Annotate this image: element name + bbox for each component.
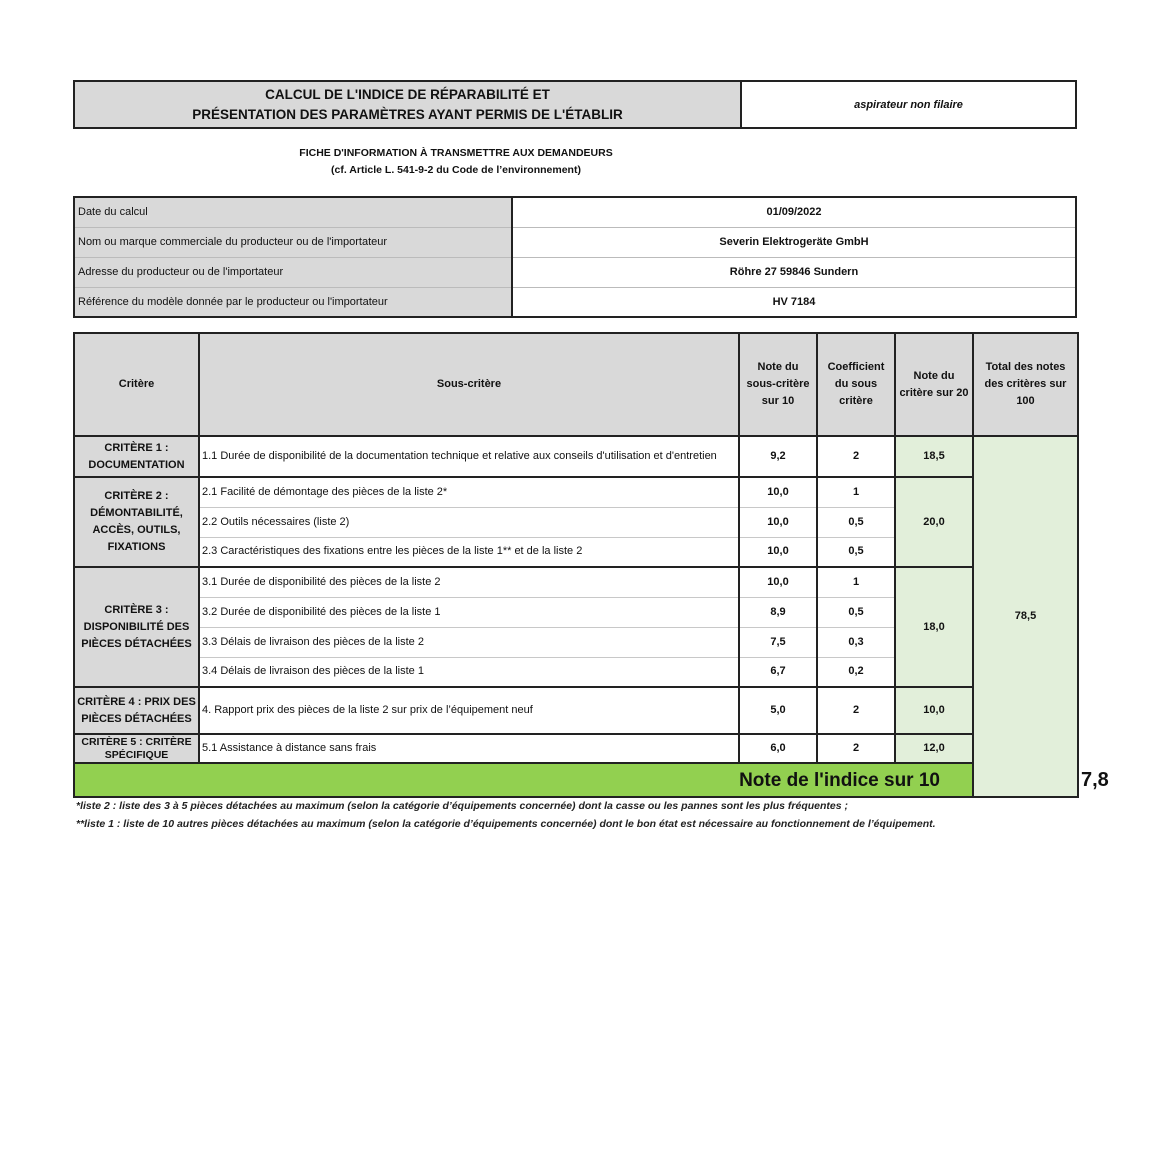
criterion-5-note20: 12,0 (895, 734, 973, 763)
table-header-row (74, 333, 1078, 436)
sub-criterion-coef: 0,5 (817, 507, 895, 537)
info-table (73, 196, 1077, 318)
sub-criterion-coef: 1 (817, 477, 895, 507)
sub-criterion-note: 6,0 (739, 734, 817, 763)
sub-criterion-coef: 2 (817, 734, 895, 763)
sub-criterion-label: 5.1 Assistance à distance sans frais (199, 734, 739, 763)
info-label: Date du calcul (74, 197, 512, 227)
sub-criterion-coef: 0,3 (817, 627, 895, 657)
header-critere: Critère (74, 333, 199, 436)
title-line-2: PRÉSENTATION DES PARAMÈTRES AYANT PERMIS DE L'ÉTABLIR (192, 106, 623, 122)
fiche-line-1: FICHE D'INFORMATION À TRANSMETTRE AUX DEMANDEURS (299, 147, 613, 159)
table-row (74, 687, 1078, 734)
sub-criterion-note: 10,0 (739, 537, 817, 567)
sub-criterion-coef: 2 (817, 436, 895, 477)
sub-criterion-label: 3.3 Délais de livraison des pièces de la liste 2 (199, 627, 739, 657)
page-title (75, 82, 742, 127)
fiche-line-2: (cf. Article L. 541-9-2 du Code de l’environnement) (331, 164, 581, 176)
info-value: Röhre 27 59846 Sundern (512, 257, 1076, 287)
criterion-2-name: CRITÈRE 2 : DÉMONTABILITÉ, ACCÈS, OUTILS, FIXATIONS (74, 477, 199, 567)
header-coef: Coefficient du sous critère (817, 333, 895, 436)
criterion-3-name: CRITÈRE 3 : DISPONIBILITÉ DES PIÈCES DÉTACHÉES (74, 567, 199, 687)
criterion-4-note20: 10,0 (895, 687, 973, 734)
header-block (73, 80, 1077, 129)
info-row (74, 197, 1076, 227)
criteria-table (73, 332, 1109, 798)
sub-criterion-label: 2.1 Facilité de démontage des pièces de la liste 2* (199, 477, 739, 507)
table-row (74, 734, 1078, 763)
final-score-row: Note de l'indice sur 10 7,8 (74, 763, 1078, 797)
sub-criterion-note: 8,9 (739, 597, 817, 627)
sub-criterion-note: 6,7 (739, 657, 817, 687)
info-row (74, 257, 1076, 287)
criterion-4-name: CRITÈRE 4 : PRIX DES PIÈCES DÉTACHÉES (74, 687, 199, 734)
sub-criterion-label: 3.4 Délais de livraison des pièces de la liste 1 (199, 657, 739, 687)
sub-criterion-note: 10,0 (739, 507, 817, 537)
info-label: Nom ou marque commerciale du producteur ou de l'importateur (74, 227, 512, 257)
info-row (74, 287, 1076, 317)
sub-criterion-coef: 0,5 (817, 537, 895, 567)
total-100: 78,5 (973, 436, 1078, 797)
fiche-information (73, 145, 839, 179)
table-row (74, 477, 1078, 507)
sub-criterion-note: 10,0 (739, 567, 817, 597)
footnote-liste-1: **liste 1 : liste de 10 autres pièces détachées au maximum (selon la catégorie d’équipements concernée) dont le bon état est nécessaire au fonctionnement de l’équipement. (76, 818, 936, 830)
table-row (74, 436, 1078, 477)
product-type: aspirateur non filaire (854, 98, 963, 111)
sub-criterion-note: 9,2 (739, 436, 817, 477)
sub-criterion-label: 1.1 Durée de disponibilité de la documentation technique et relative aux conseils d'utilisation et d'entretien (199, 436, 739, 477)
info-label: Référence du modèle donnée par le producteur ou l'importateur (74, 287, 512, 317)
criterion-3-note20: 18,0 (895, 567, 973, 687)
sub-criterion-note: 10,0 (739, 477, 817, 507)
footnotes (76, 797, 1076, 833)
info-value: HV 7184 (512, 287, 1076, 317)
sub-criterion-label: 3.2 Durée de disponibilité des pièces de la liste 1 (199, 597, 739, 627)
footnote-liste-2: *liste 2 : liste des 3 à 5 pièces détachées au maximum (selon la catégorie d’équipements concernée) dont la casse ou les pannes sont les plus fréquentes ; (76, 800, 849, 812)
sub-criterion-label: 3.1 Durée de disponibilité des pièces de la liste 2 (199, 567, 739, 597)
sub-criterion-note: 5,0 (739, 687, 817, 734)
sub-criterion-label: 2.2 Outils nécessaires (liste 2) (199, 507, 739, 537)
title-line-1: CALCUL DE L'INDICE DE RÉPARABILITÉ ET (265, 86, 550, 102)
sub-criterion-coef: 0,5 (817, 597, 895, 627)
header-note20: Note du critère sur 20 (895, 333, 973, 436)
sub-criterion-coef: 0,2 (817, 657, 895, 687)
header-note-sous: Note du sous-critère sur 10 (739, 333, 817, 436)
header-total: Total des notes des critères sur 100 (973, 333, 1078, 436)
final-score-label: Note de l'indice sur 10 (74, 763, 973, 797)
sub-criterion-label: 2.3 Caractéristiques des fixations entre les pièces de la liste 1** et de la liste 2 (199, 537, 739, 567)
info-label: Adresse du producteur ou de l'importateur (74, 257, 512, 287)
criterion-5-name: CRITÈRE 5 : CRITÈRE SPÉCIFIQUE (74, 734, 199, 763)
criterion-1-name: CRITÈRE 1 : DOCUMENTATION (74, 436, 199, 477)
info-value: 01/09/2022 (512, 197, 1076, 227)
criterion-1-note20: 18,5 (895, 436, 973, 477)
sub-criterion-note: 7,5 (739, 627, 817, 657)
criterion-2-note20: 20,0 (895, 477, 973, 567)
info-row (74, 227, 1076, 257)
header-sous-critere: Sous-critère (199, 333, 739, 436)
table-row (74, 567, 1078, 597)
info-value: Severin Elektrogeräte GmbH (512, 227, 1076, 257)
sub-criterion-label: 4. Rapport prix des pièces de la liste 2 sur prix de l’équipement neuf (199, 687, 739, 734)
sub-criterion-coef: 1 (817, 567, 895, 597)
sub-criterion-coef: 2 (817, 687, 895, 734)
